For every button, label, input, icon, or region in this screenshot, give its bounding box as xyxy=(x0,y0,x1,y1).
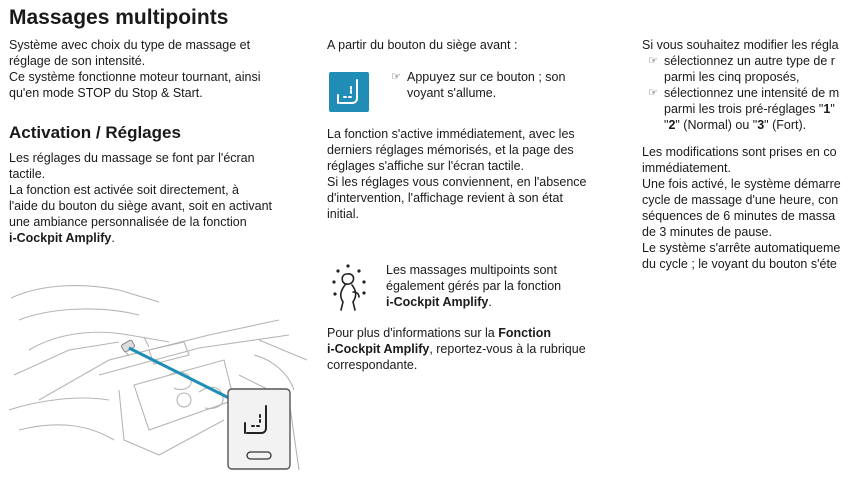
also-managed-text xyxy=(386,262,616,310)
more-start: Pour plus d'informations sur la xyxy=(327,326,499,340)
activation-line: Les réglages du massage se font par l'écran xyxy=(9,151,255,165)
activation-line: une ambiance personnalisée de la fonction xyxy=(9,215,247,229)
option-bullet xyxy=(642,53,854,85)
cycle-line: Le système s'arrête automatiqueme xyxy=(642,241,841,255)
activates-line: Si les réglages vous conviennent, en l'absence xyxy=(327,175,587,189)
page-title: Massages multipoints xyxy=(9,6,229,29)
cockpit-amplify-bold: i-Cockpit Amplify xyxy=(386,295,489,309)
options-list xyxy=(642,53,854,133)
intro-line: qu'en mode STOP du Stop & Start. xyxy=(9,86,203,100)
activation-heading: Activation / Réglages xyxy=(9,123,181,142)
activates-text xyxy=(327,126,627,222)
also-line: également gérés par la fonction xyxy=(386,279,562,293)
also-line-last xyxy=(386,294,616,310)
seat-illustration xyxy=(9,280,309,475)
activates-line: derniers réglages mémorisés, et la page des xyxy=(327,143,574,157)
activates-line: La fonction s'active immédiatement, avec les xyxy=(327,127,575,141)
from-button-text: A partir du bouton du siège avant : xyxy=(327,38,518,52)
activates-line: initial. xyxy=(327,207,359,221)
cycle-line: séquences de 6 minutes de massa xyxy=(642,209,836,223)
activates-line: réglages s'affiche sur l'écran tactile. xyxy=(327,159,525,173)
more-line xyxy=(327,341,627,357)
hand-pointer-icon: ☞ xyxy=(648,55,658,67)
activation-line: tactile. xyxy=(9,167,46,181)
cycle-line: Une fois activé, le système démarre xyxy=(642,177,841,191)
more-line: correspondante. xyxy=(327,358,418,372)
cycle-line: cycle de massage d'une heure, con xyxy=(642,193,839,207)
hand-pointer-icon: ☞ xyxy=(648,87,658,99)
intro-text xyxy=(9,37,309,101)
text-part: parmi les trois pré-réglages " xyxy=(664,102,824,116)
hand-pointer-icon: ☞ xyxy=(391,71,401,83)
fonction-bold: Fonction xyxy=(498,326,551,340)
cycle-line: du cycle ; le voyant du bouton s'éte xyxy=(642,257,837,271)
intro-line: Système avec choix du type de massage et xyxy=(9,38,251,52)
massage-person-icon xyxy=(329,262,375,312)
cycle-text xyxy=(642,144,854,272)
press-bullet xyxy=(385,69,615,101)
cycle-line: de 3 minutes de pause. xyxy=(642,225,772,239)
activation-line: La fonction est activée soit directement, à xyxy=(9,183,239,197)
cockpit-amplify-bold: i-Cockpit Amplify xyxy=(327,342,430,356)
cycle-line: Les modifications sont prises en co xyxy=(642,145,837,159)
cycle-line: immédiatement. xyxy=(642,161,731,175)
preset-value: 3 xyxy=(757,118,765,132)
activation-line-last xyxy=(9,230,309,246)
also-line: Les massages multipoints sont xyxy=(386,263,557,277)
cockpit-amplify-bold: i-Cockpit Amplify xyxy=(9,231,112,245)
preset-value: 2 xyxy=(668,118,676,132)
text-part: " (Fort). xyxy=(764,118,807,132)
period: . xyxy=(488,295,492,309)
press-instruction xyxy=(385,69,615,101)
seat-massage-button xyxy=(329,72,369,112)
option-line xyxy=(664,117,839,133)
seat-massage-icon xyxy=(329,72,369,112)
option-line: sélectionnez un autre type de r xyxy=(664,54,835,68)
text-part: " xyxy=(830,102,835,116)
more-info-text xyxy=(327,325,627,373)
option-bullet xyxy=(642,85,854,133)
text-part: " xyxy=(664,118,669,132)
intro-line: Ce système fonctionne moteur tournant, ainsi xyxy=(9,70,261,84)
activation-text xyxy=(9,150,309,246)
intro-line: réglage de son intensité. xyxy=(9,54,146,68)
option-line: parmi les cinq proposés, xyxy=(664,70,800,84)
option-line: sélectionnez une intensité de m xyxy=(664,86,840,100)
period: . xyxy=(111,231,115,245)
activates-line: d'intervention, l'affichage revient à son état xyxy=(327,191,563,205)
press-line: voyant s'allume. xyxy=(407,86,497,100)
option-line xyxy=(664,101,839,117)
modify-text: Si vous souhaitez modifier les régla xyxy=(642,38,839,52)
text-part: " (Normal) ou " xyxy=(675,118,758,132)
preset-value: 1 xyxy=(823,102,831,116)
activation-line: l'aide du bouton du siège avant, soit en activant xyxy=(9,199,272,213)
more-line xyxy=(327,325,627,341)
press-line: Appuyez sur ce bouton ; son xyxy=(407,70,566,84)
more-end: , reportez-vous à la rubrique xyxy=(429,342,586,356)
